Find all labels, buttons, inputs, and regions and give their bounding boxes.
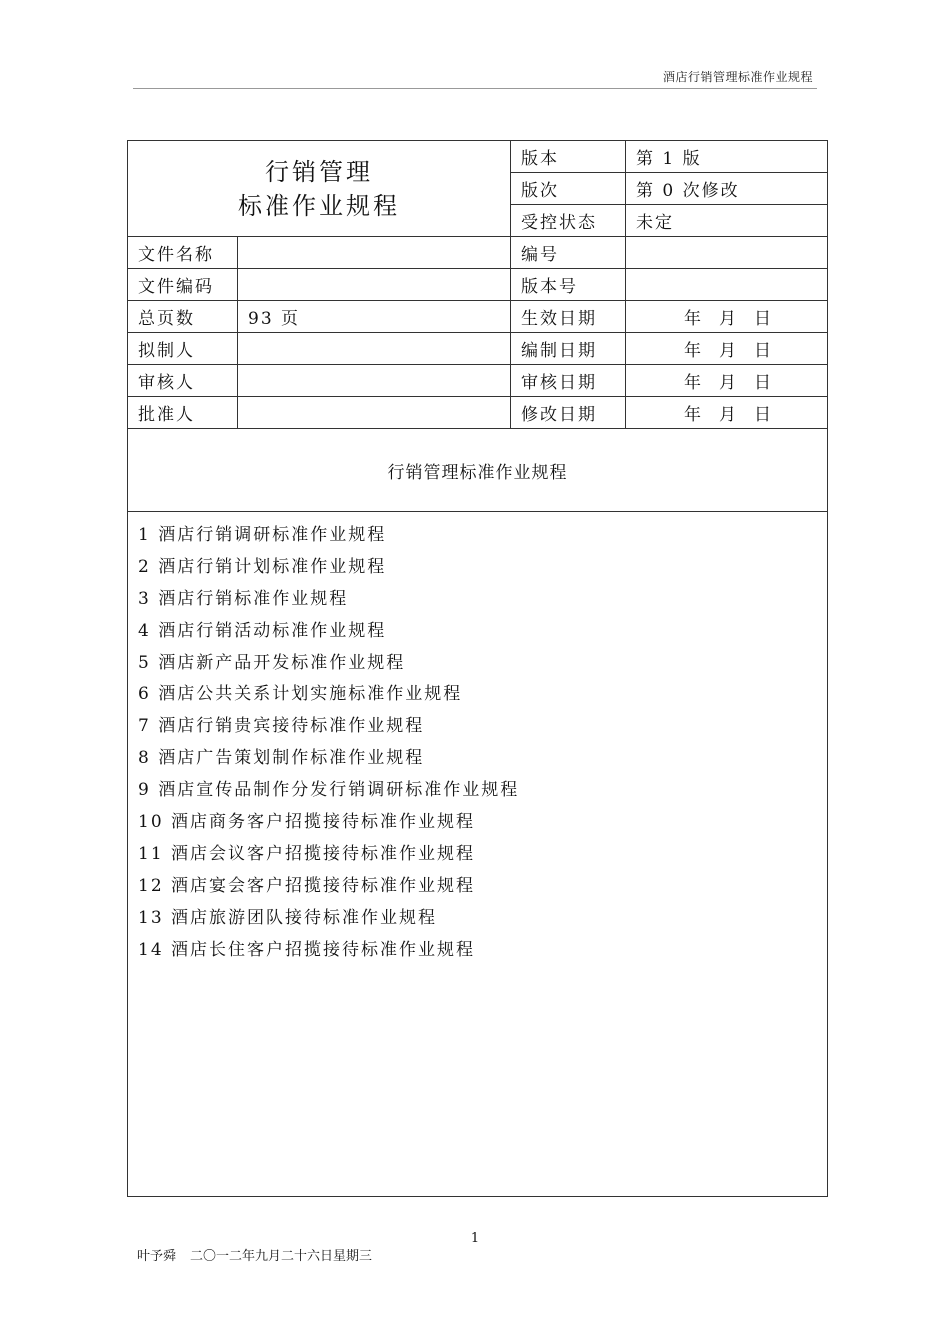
form-title-line2: 标准作业规程 [238,191,400,220]
header-divider [133,88,817,89]
review-date-label: 审核日期 [511,365,626,397]
revision-label: 版次 [511,173,626,205]
form-row-file-name [128,237,828,269]
date-year: 年 [684,309,701,329]
date-day: 日 [754,341,771,361]
control-status-label: 受控状态 [511,205,626,237]
date-month: 月 [719,309,736,329]
compile-date-value [626,333,828,365]
toc-item: 13 酒店旅游团队接待标准作业规程 [138,907,438,928]
drafter-value [238,333,511,365]
toc-item: 3 酒店行销标准作业规程 [138,588,349,609]
date-month: 月 [719,373,736,393]
modify-date-label: 修改日期 [511,397,626,429]
toc-item: 7 酒店行销贵宾接待标准作业规程 [138,716,425,737]
revision-value: 第 0 次修改 [626,173,828,205]
footer-date: 二〇一二年九月二十六日星期三 [190,1249,373,1264]
reviewer-label: 审核人 [128,365,238,397]
reviewer-value [238,365,511,397]
running-header: 酒店行销管理标准作业规程 [662,70,813,84]
total-pages-value: 93 页 [238,301,511,333]
compile-date-label: 编制日期 [511,333,626,365]
effective-date-label: 生效日期 [511,301,626,333]
review-date-value [626,365,828,397]
date-day: 日 [754,373,771,393]
toc-item: 12 酒店宴会客户招揽接待标准作业规程 [138,875,476,896]
form-row-reviewer [128,365,828,397]
date-year: 年 [684,405,701,425]
form-row-approver [128,397,828,429]
page-number: 1 [470,1231,480,1246]
version-number-value [626,269,828,301]
date-year: 年 [684,341,701,361]
version-number-label: 版本号 [511,269,626,301]
toc-item: 4 酒店行销活动标准作业规程 [138,620,387,641]
effective-date-value [626,301,828,333]
control-status-value: 未定 [626,205,828,237]
version-value: 第 1 版 [626,141,828,173]
author-name: 叶予舜 [137,1249,177,1264]
toc-item: 8 酒店广告策划制作标准作业规程 [138,748,425,769]
form-row-drafter [128,333,828,365]
form-row-file-code [128,269,828,301]
form-row-toc [128,512,828,1197]
file-code-value [238,269,511,301]
form-title [128,141,511,237]
date-year: 年 [684,373,701,393]
toc-item: 9 酒店宣传品制作分发行销调研标准作业规程 [138,780,520,801]
document-control-form [127,140,828,1197]
serial-number-label: 编号 [511,237,626,269]
serial-number-value [626,237,828,269]
toc-item: 10 酒店商务客户招揽接待标准作业规程 [138,812,476,833]
toc-list [138,520,827,966]
toc-item: 14 酒店长住客户招揽接待标准作业规程 [138,939,476,960]
date-day: 日 [754,309,771,329]
form-row-doc-title [128,429,828,512]
toc-item: 2 酒店行销计划标准作业规程 [138,556,387,577]
table-of-contents [128,512,828,1197]
toc-item: 6 酒店公共关系计划实施标准作业规程 [138,684,463,705]
date-month: 月 [719,405,736,425]
date-day: 日 [754,405,771,425]
footer-author-line [137,1245,372,1264]
modify-date-value [626,397,828,429]
toc-item: 11 酒店会议客户招揽接待标准作业规程 [138,843,476,864]
form-title-line1: 行销管理 [265,157,373,186]
file-name-value [238,237,511,269]
toc-item: 5 酒店新产品开发标准作业规程 [138,652,406,673]
file-name-label: 文件名称 [128,237,238,269]
approver-label: 批准人 [128,397,238,429]
file-code-label: 文件编码 [128,269,238,301]
form-row-total-pages [128,301,828,333]
version-label: 版本 [511,141,626,173]
form-row-version [128,141,828,173]
total-pages-label: 总页数 [128,301,238,333]
toc-item: 1 酒店行销调研标准作业规程 [138,525,387,545]
document-title: 行销管理标准作业规程 [128,429,828,512]
approver-value [238,397,511,429]
drafter-label: 拟制人 [128,333,238,365]
date-month: 月 [719,341,736,361]
